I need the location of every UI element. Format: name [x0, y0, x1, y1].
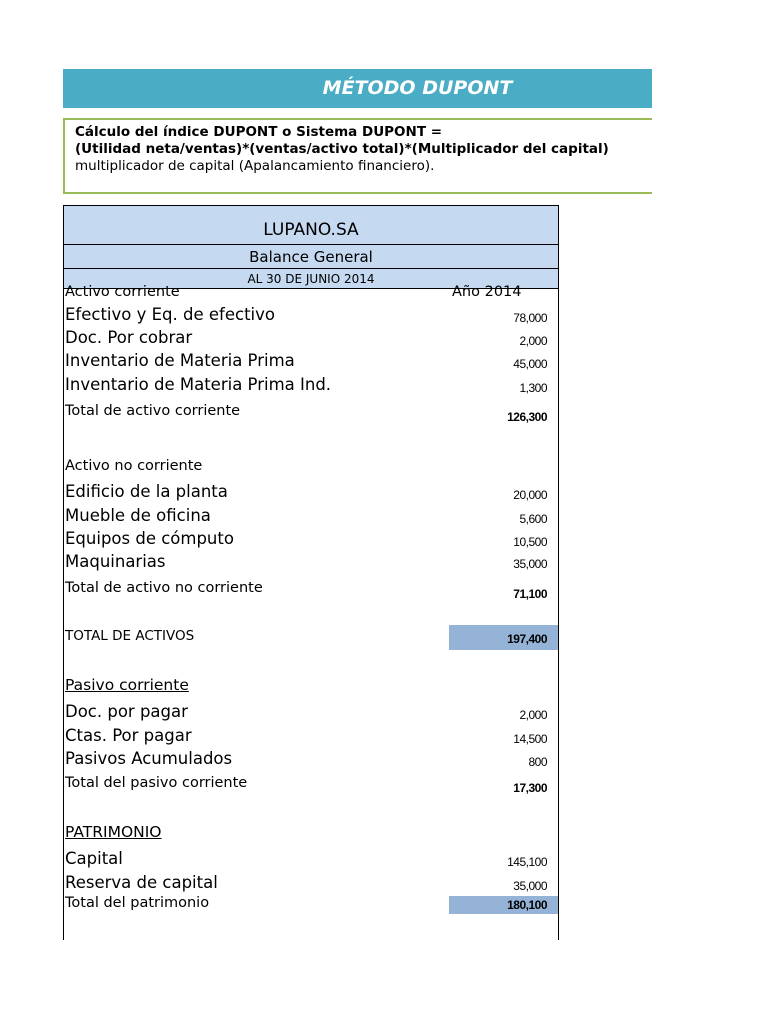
- row-value: 35,000: [513, 879, 547, 893]
- row-label: Maquinarias: [65, 552, 166, 571]
- row-label: Doc. Por cobrar: [65, 328, 193, 347]
- row-value: 197,400: [507, 632, 547, 646]
- row-value: 800: [528, 755, 547, 769]
- row-label: Efectivo y Eq. de efectivo: [65, 305, 275, 324]
- company-name: LUPANO.SA: [64, 206, 558, 245]
- row-value: 180,100: [507, 898, 547, 912]
- formula-line-1: Cálculo del índice DUPONT o Sistema DUPONT =: [75, 124, 443, 140]
- row-label: Mueble de oficina: [65, 506, 211, 525]
- row-value: 1,300: [519, 381, 547, 395]
- row-value: 2,000: [519, 334, 547, 348]
- row-label: Edificio de la planta: [65, 482, 228, 501]
- row-value: 10,500: [513, 535, 547, 549]
- row-label: Total del pasivo corriente: [65, 775, 248, 791]
- formula-line-3: multiplicador de capital (Apalancamiento financiero).: [75, 158, 435, 174]
- row-label: Reserva de capital: [65, 873, 218, 892]
- row-label: Total de activo corriente: [65, 403, 241, 419]
- current-assets-heading: Activo corriente: [65, 284, 180, 300]
- noncurrent-assets-heading: Activo no corriente: [65, 458, 203, 474]
- page-title: MÉTODO DUPONT: [322, 77, 513, 99]
- statement-title: Balance General: [64, 245, 558, 269]
- row-value: 71,100: [513, 587, 547, 601]
- row-value: 35,000: [513, 557, 547, 571]
- row-label: Total de activo no corriente: [65, 580, 263, 596]
- row-label: TOTAL DE ACTIVOS: [65, 628, 195, 644]
- row-label: Total del patrimonio: [65, 895, 210, 911]
- row-value: 2,000: [519, 708, 547, 722]
- row-value: 20,000: [513, 488, 547, 502]
- row-label: Ctas. Por pagar: [65, 726, 192, 745]
- row-value: 126,300: [507, 410, 547, 424]
- balance-sheet: [63, 205, 559, 940]
- row-value: 78,000: [513, 311, 547, 325]
- equity-heading: PATRIMONIO: [65, 823, 162, 841]
- statement-date: AL 30 DE JUNIO 2014: [64, 269, 558, 289]
- formula-box: [63, 118, 652, 194]
- year-label: Año 2014: [452, 284, 522, 300]
- title-banner: [63, 69, 652, 108]
- row-label: Pasivos Acumulados: [65, 749, 233, 768]
- row-label: Doc. por pagar: [65, 702, 188, 721]
- row-label: Inventario de Materia Prima Ind.: [65, 375, 332, 394]
- row-value: 5,600: [519, 512, 547, 526]
- row-value: 14,500: [513, 732, 547, 746]
- row-value: 145,100: [507, 855, 547, 869]
- row-label: Capital: [65, 849, 123, 868]
- formula-line-2: (Utilidad neta/ventas)*(ventas/activo total)*(Multiplicador del capital): [75, 141, 609, 157]
- row-value: 45,000: [513, 357, 547, 371]
- row-label: Equipos de cómputo: [65, 529, 234, 548]
- row-value: 17,300: [513, 781, 547, 795]
- row-label: Inventario de Materia Prima: [65, 351, 295, 370]
- current-liabilities-heading: Pasivo corriente: [65, 676, 189, 694]
